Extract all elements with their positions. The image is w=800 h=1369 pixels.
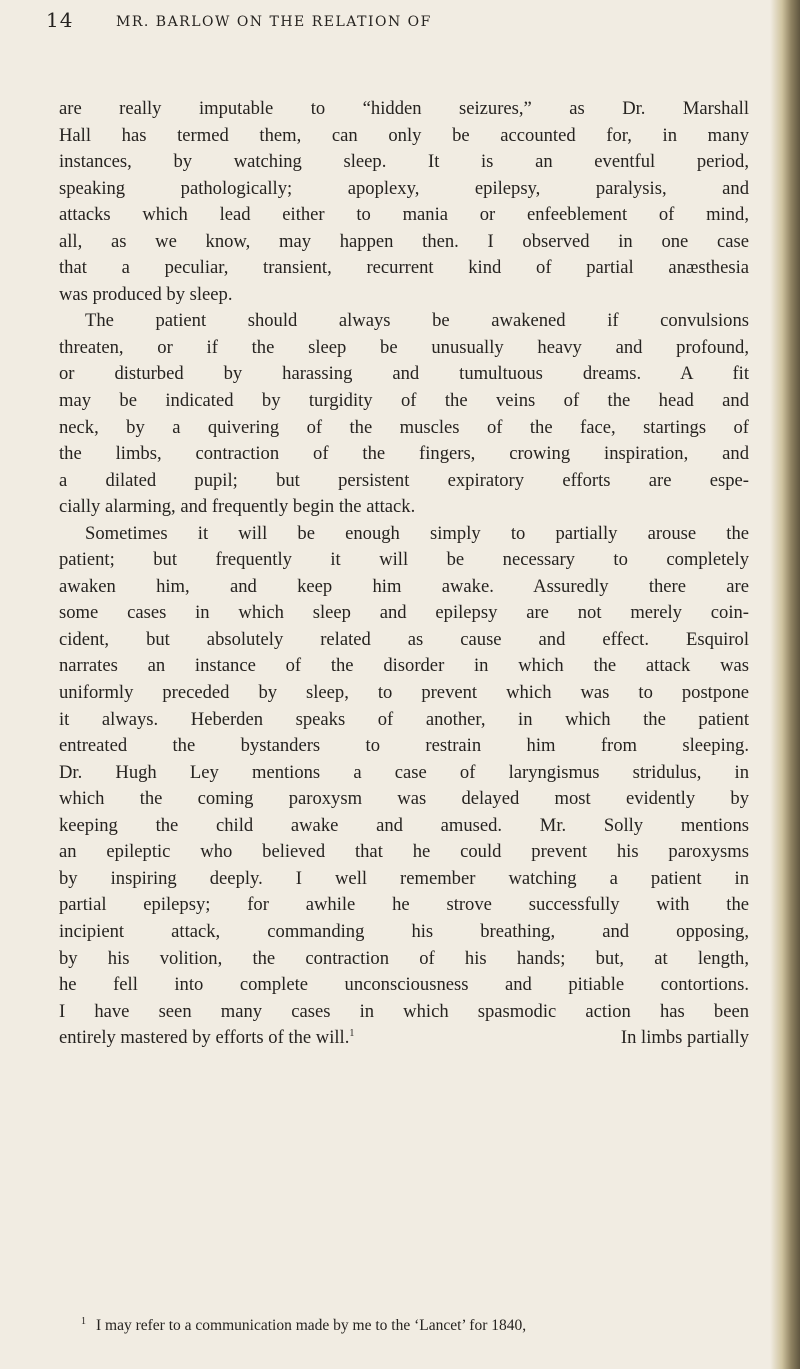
- paragraph-start-line: Sometimes it will be enough simply to partially arouse the: [85, 522, 749, 544]
- text-line: or disturbed by harassing and tumultuous dreams. A fit: [59, 363, 749, 385]
- text-line: it always. Heberden speaks of another, in which the patient: [59, 708, 749, 730]
- text-line: threaten, or if the sleep be unusually heavy and profound,: [59, 336, 749, 358]
- text-line: attacks which lead either to mania or enfeeblement of mind,: [59, 204, 749, 226]
- text-line: narrates an instance of the disorder in which the attack was: [59, 655, 749, 677]
- text-line: patient; but frequently it will be necessary to completely: [59, 549, 749, 571]
- page-edge-shadow: [770, 0, 800, 1369]
- text-line: that a peculiar, transient, recurrent kind of partial anæsthesia: [59, 257, 749, 279]
- text-line-segment: In limbs partially: [620, 1027, 749, 1049]
- page-number: 14: [46, 8, 74, 32]
- text-line-segment: [59, 1025, 354, 1052]
- text-line: some cases in which sleep and epilepsy are not merely coin-: [59, 602, 749, 624]
- text-line: the limbs, contraction of the fingers, crowing inspiration, and: [59, 443, 749, 465]
- footnote-reference: 1: [349, 1027, 355, 1039]
- text-line: uniformly preceded by sleep, to prevent which was to postpone: [59, 682, 749, 704]
- text-line: incipient attack, commanding his breathing, and opposing,: [59, 920, 749, 942]
- text-line-last: [59, 1025, 749, 1052]
- text-line: all, as we know, may happen then. I observed in one case: [59, 230, 749, 252]
- text-line: which the coming paroxysm was delayed most evidently by: [59, 788, 749, 810]
- text-line: may be indicated by turgidity of the veins of the head and: [59, 390, 749, 412]
- text-line: cially alarming, and frequently begin the attack.: [59, 496, 416, 518]
- text-line: are really imputable to “hidden seizures,” as Dr. Marshall: [59, 98, 749, 119]
- text-line: by inspiring deeply. I well remember watching a patient in: [59, 867, 749, 889]
- footnote: [81, 1316, 751, 1335]
- text-line: was produced by sleep.: [59, 283, 233, 305]
- text-line: by his volition, the contraction of his hands; but, at length,: [59, 947, 749, 969]
- footnote-marker: 1: [81, 1316, 86, 1327]
- page-header: [46, 8, 746, 38]
- text-line: he fell into complete unconsciousness and pitiable contortions.: [59, 974, 749, 996]
- text-line: cident, but absolutely related as cause and effect. Esquirol: [59, 628, 749, 650]
- footnote-text: I may refer to a communication made by me to the ‘Lancet’ for 1840,: [96, 1317, 527, 1335]
- text-line: a dilated pupil; but persistent expiratory efforts are espe-: [59, 469, 749, 491]
- sentence-end: entirely mastered by efforts of the will.: [59, 1027, 350, 1049]
- text-line: keeping the child awake and amused. Mr. Solly mentions: [59, 814, 749, 836]
- text-line: partial epilepsy; for awhile he strove successfully with the: [59, 894, 749, 916]
- running-head: MR. BARLOW ON THE RELATION OF: [116, 14, 432, 30]
- text-line: Dr. Hugh Ley mentions a case of laryngismus stridulus, in: [59, 761, 749, 783]
- text-line: instances, by watching sleep. It is an eventful period,: [59, 151, 749, 173]
- text-line: I have seen many cases in which spasmodic action has been: [59, 1000, 749, 1022]
- text-line: an epileptic who believed that he could prevent his paroxysms: [59, 841, 749, 863]
- text-line: neck, by a quivering of the muscles of the face, startings of: [59, 416, 749, 438]
- text-line: awaken him, and keep him awake. Assuredly there are: [59, 575, 749, 597]
- text-line: entreated the bystanders to restrain him from sleeping.: [59, 735, 749, 757]
- text-line: Hall has termed them, can only be accounted for, in many: [59, 124, 749, 146]
- paragraph-start-line: The patient should always be awakened if convulsions: [85, 310, 749, 332]
- body-text: [59, 96, 749, 1052]
- text-line: speaking pathologically; apoplexy, epilepsy, paralysis, and: [59, 177, 749, 199]
